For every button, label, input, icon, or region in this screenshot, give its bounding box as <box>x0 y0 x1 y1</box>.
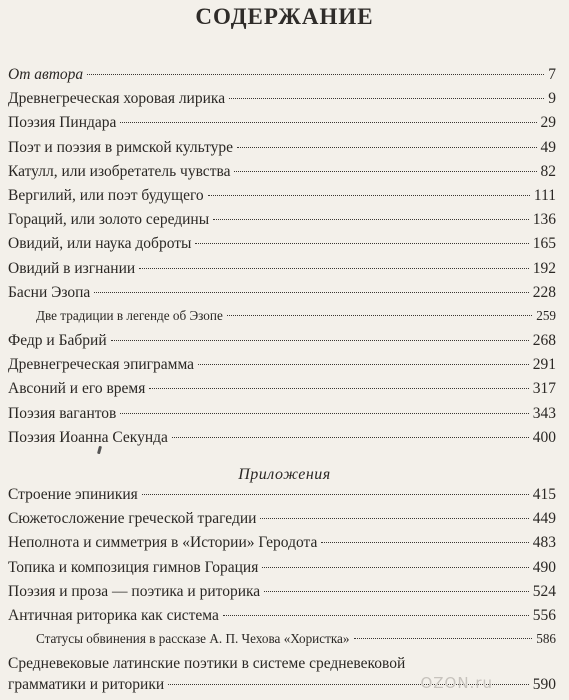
toc-entry <box>8 631 556 655</box>
dot-leader <box>120 413 528 414</box>
dot-leader <box>94 292 528 293</box>
page-number: 82 <box>540 162 556 180</box>
toc-entry-label: Древнегреческая хоровая лирика <box>8 90 226 108</box>
toc-entry <box>8 332 556 356</box>
page-number: 490 <box>532 558 556 576</box>
toc-entry-label-line1: Средневековые латинские поэтики в системе средневековой <box>8 655 406 673</box>
toc-entry-label: Древнегреческая эпиграмма <box>8 356 195 374</box>
dot-leader <box>142 494 529 495</box>
toc-entry-label: Две традиции в легенде об Эзопе <box>36 307 223 323</box>
page-number: 192 <box>532 259 556 277</box>
page-number: 317 <box>532 380 556 398</box>
toc-entry <box>8 486 556 510</box>
watermark: OZON.ru <box>420 674 493 692</box>
toc-entry <box>8 356 556 380</box>
toc-entry-label: Федр и Бабрий <box>8 332 107 350</box>
page-number: 524 <box>532 582 556 600</box>
page-number: 259 <box>536 307 556 323</box>
dot-leader <box>262 567 528 568</box>
toc-entry-label: Статусы обвинения в рассказе А. П. Чехова «Хористка» <box>36 631 350 647</box>
dot-leader <box>237 147 536 148</box>
toc-entry-label: Поэзия Иоанна Секунда <box>8 428 168 446</box>
page-number: 268 <box>532 332 556 350</box>
toc-entry-label: Вергилий, или поэт будущего <box>8 186 204 204</box>
toc-entry-label-line2: грамматики и риторики <box>8 676 165 694</box>
toc-entry-label: Поэзия Пиндара <box>8 114 117 132</box>
toc-entry <box>8 187 556 211</box>
page-number: 415 <box>532 486 556 503</box>
dot-leader <box>264 591 529 592</box>
dot-leader <box>172 437 529 438</box>
table-of-contents <box>8 66 556 453</box>
dot-leader <box>198 364 529 365</box>
page-number: 29 <box>540 114 556 132</box>
page-number: 49 <box>540 138 556 156</box>
appendix-heading: Приложения <box>238 466 331 483</box>
toc-entry <box>8 405 556 429</box>
toc-entry <box>8 114 556 138</box>
page-number: 291 <box>532 356 556 374</box>
toc-entry <box>8 260 556 284</box>
toc-entry <box>8 559 556 583</box>
toc-entry <box>8 66 556 90</box>
dot-leader <box>120 122 536 123</box>
toc-entry <box>8 235 556 259</box>
page-title: СОДЕРЖАНИЕ <box>195 4 374 29</box>
page-number: 586 <box>536 631 556 647</box>
toc-entry <box>8 510 556 534</box>
dot-leader <box>229 98 544 99</box>
dot-leader <box>208 195 530 196</box>
toc-entry <box>8 284 556 308</box>
page-number: 7 <box>548 66 556 83</box>
dot-leader <box>260 518 528 519</box>
toc-entry-label: Топика и композиция гимнов Горация <box>8 558 259 576</box>
appendix-list <box>8 486 556 698</box>
dot-leader <box>321 542 528 543</box>
page-number: 136 <box>532 211 556 229</box>
toc-entry-label: Басни Эзопа <box>8 283 91 301</box>
toc-entry-label: Сюжетосложение греческой трагедии <box>8 510 257 528</box>
toc-entry-label: Поэзия вагантов <box>8 404 117 422</box>
toc-entry <box>8 607 556 631</box>
toc-entry-label: Античная риторика как система <box>8 606 219 624</box>
page-number: 228 <box>532 283 556 301</box>
toc-entry <box>8 308 556 332</box>
page-number: 556 <box>532 606 556 624</box>
dot-leader <box>213 219 529 220</box>
dot-leader <box>223 615 529 616</box>
toc-entry <box>8 380 556 404</box>
dot-leader <box>227 315 532 316</box>
toc-entry-label: Гораций, или золото середины <box>8 211 210 229</box>
toc-entry-label: Катулл, или изобретатель чувства <box>8 162 231 180</box>
dot-leader <box>234 171 536 172</box>
toc-entry-label: Овидий в изгнании <box>8 259 136 277</box>
toc-entry-label: Поэзия и проза — поэтика и риторика <box>8 582 261 600</box>
dot-leader <box>149 388 528 389</box>
dot-leader <box>195 243 528 244</box>
dot-leader <box>87 74 544 75</box>
toc-entry <box>8 163 556 187</box>
page-number: 400 <box>532 428 556 446</box>
page-number: 590 <box>532 676 556 694</box>
toc-entry <box>8 139 556 163</box>
toc-entry <box>8 583 556 607</box>
toc-entry-label: Авсоний и его время <box>8 380 146 398</box>
dot-leader <box>139 268 529 269</box>
toc-entry <box>8 211 556 235</box>
dot-leader <box>111 340 529 341</box>
toc-entry <box>8 534 556 558</box>
toc-entry-label: Овидий, или наука доброты <box>8 235 192 253</box>
page-number: 9 <box>548 90 556 108</box>
page-number: 449 <box>532 510 556 528</box>
toc-entry-label: Неполнота и симметрия в «Истории» Геродота <box>8 534 318 552</box>
toc-entry-label: Поэт и поэзия в римской культуре <box>8 138 234 156</box>
toc-entry-label: Строение эпиникия <box>8 486 138 503</box>
page-number: 343 <box>532 404 556 422</box>
page-number: 111 <box>533 186 556 204</box>
page-number: 165 <box>532 235 556 253</box>
page-number: 483 <box>532 534 556 552</box>
dot-leader <box>354 638 533 639</box>
toc-entry-label: От автора <box>8 66 84 83</box>
toc-entry <box>8 90 556 114</box>
toc-entry <box>8 429 556 453</box>
